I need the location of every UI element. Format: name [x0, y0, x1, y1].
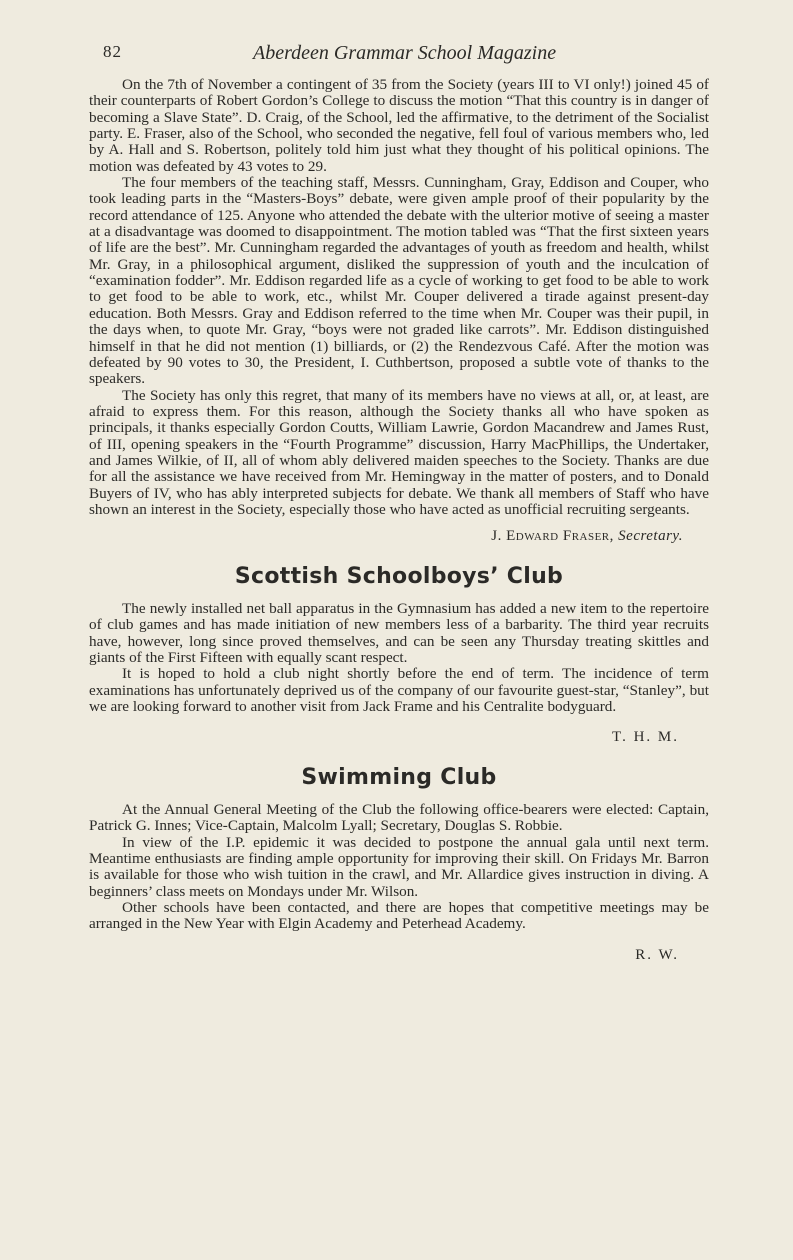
- section-heading: Swimming Club: [301, 764, 497, 790]
- paragraph: The four members of the teaching staff, Messrs. Cunningham, Gray, Eddison and Couper, who took leading parts in the “Masters-Boys” debate, were given ample proof of their popularity by the record attendance of 125. Anyone who attended the debate with the ulterior motive of seeing a master at a disadvantage was doomed to disappointment. The motion tabled was “That the first sixteen years of life are the best”. Mr. Cunningham regarded the advantages of youth as freedom and health, whilst Mr. Gray, in a philosophical argument, disliked the suppression of youth and the inculcation of “examination fodder”. Mr. Eddison regarded life as a cycle of working to get food to be able to work to get food to be able to work, etc., whilst Mr. Couper delivered a tirade against present-day education. Both Messrs. Gray and Eddison referred to the time when Mr. Couper was their pupil, in the days when, to quote Mr. Gray, “boys were not graded like carrots”. Mr. Eddison distinguished himself in that he did not mention (1) billiards, or (2) the Rendezvous Café. After the motion was defeated by 90 votes to 30, the President, I. Cuthbertson, proposed a subtle vote of thanks to the speakers.: [89, 174, 709, 388]
- signature-name: J. Edward Fraser,: [491, 528, 614, 545]
- paragraph: At the Annual General Meeting of the Club the following office-bearers were elected: Captain, Patrick G. Innes; Vice-Captain, Malcolm Lyall; Secretary, Douglas S. Robbie.: [89, 801, 709, 835]
- debating-society-section: [89, 77, 709, 545]
- swimming-club-section: [89, 764, 709, 963]
- paragraph: Other schools have been contacted, and there are hopes that competitive meetings may be arranged in the New Year with Elgin Academy and Peterhead Academy.: [89, 899, 709, 933]
- signature-role: Secretary.: [618, 528, 683, 545]
- author-initials: R. W.: [635, 946, 679, 963]
- page-number: 82: [103, 42, 122, 61]
- author-initials: T. H. M.: [612, 729, 679, 746]
- secretary-signature: [89, 528, 683, 544]
- section-heading: Scottish Schoolboys’ Club: [234, 563, 564, 589]
- paragraph: In view of the I.P. epidemic it was decided to postpone the annual gala until next term. Meantime enthusiasts are finding ample opportunity for improving their skill. On Fridays Mr. Barron is available for those who wish tuition in the crawl, and Mr. Allardice gives instruction in diving. A beginners’ class meets on Mondays under Mr. Wilson.: [89, 833, 709, 900]
- running-title: Aberdeen Grammar School Magazine: [253, 42, 557, 64]
- paragraph: On the 7th of November a contingent of 35 from the Society (years III to VI only!) joined 45 of their counterparts of Robert Gordon’s College to discuss the motion “That this country is in danger of becoming a Slave State”. D. Craig, of the School, led the affirmative, to the detriment of the Socialist party. E. Fraser, also of the School, who seconded the negative, fell foul of various members who, led by A. Hall and S. Robertson, politely told him just what they thought of his political opinions. The motion was defeated by 43 votes to 29.: [89, 76, 709, 175]
- paragraph: The newly installed net ball apparatus in the Gymnasium has added a new item to the repertoire of club games and has made initiation of new members less of a barbarity. The third year recruits have, however, long since proved themselves, and can be seen any Thursday treating skittles and giants of the First Fifteen with equally scant respect.: [89, 599, 709, 666]
- scottish-schoolboys-club-section: [89, 563, 709, 746]
- page-header: [103, 42, 723, 68]
- article-body: [89, 77, 709, 963]
- paragraph: The Society has only this regret, that many of its members have no views at all, or, at least, are afraid to express them. For this reason, although the Society thanks all who have spoken as principals, it thanks especially Gordon Coutts, William Lawrie, Gordon Macandrew and James Rust, of III, opening speakers in the “Fourth Programme” discussion, Harry MacPhillips, the Undertaker, and James Wilkie, of II, all of whom ably delivered maiden speeches to the Society. Thanks are due for all the assistance we have received from Mr. Hemingway in the matter of posters, and to Donald Buyers of IV, who has ably interpreted subjects for debate. We thank all members of Staff who have shown an interest in the Society, especially those who have acted as unofficial recruiting sergeants.: [89, 386, 709, 518]
- paragraph: It is hoped to hold a club night shortly before the end of term. The incidence of term examinations has unfortunately deprived us of the company of our favourite guest-star, “Stanley”, but we are looking forward to another visit from Jack Frame and his Centralite bodyguard.: [89, 665, 709, 716]
